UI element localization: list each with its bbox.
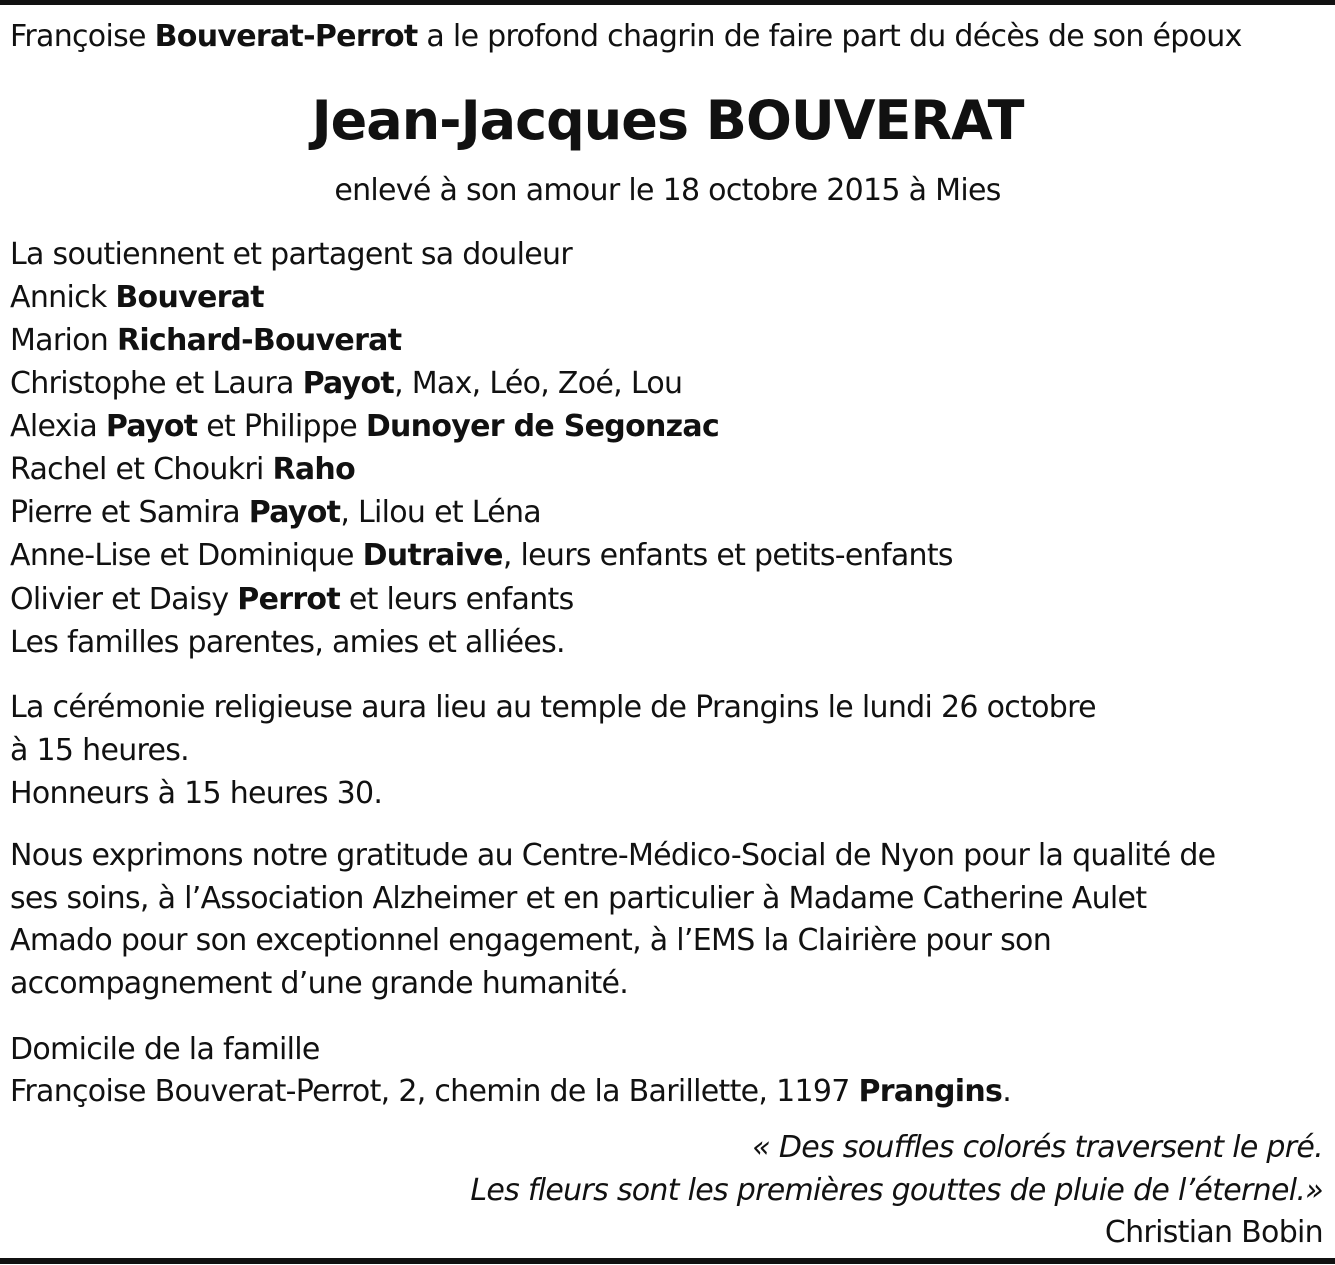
mourner-line: Alexia Payot et Philippe Dunoyer de Segonzac <box>10 409 720 444</box>
ceremony-line: à 15 heures. <box>10 733 190 768</box>
quote-line: « Des souffles colorés traversent le pré. <box>752 1130 1323 1165</box>
mourner-line: Marion Richard-Bouverat <box>10 323 402 358</box>
gratitude-line: ses soins, à l’Association Alzheimer et en particulier à Madame Catherine Aulet <box>10 881 1147 916</box>
deceased-subtitle: enlevé à son amour le 18 octobre 2015 à Mies <box>334 173 1001 208</box>
mourners-intro: La soutiennent et partagent sa douleur <box>10 237 572 272</box>
ceremony-line: Honneurs à 15 heures 30. <box>10 776 383 811</box>
mourner-line: Pierre et Samira Payot, Lilou et Léna <box>10 495 541 530</box>
mourner-line: Rachel et Choukri Raho <box>10 452 355 487</box>
quote-author: Christian Bobin <box>1104 1215 1323 1250</box>
ceremony-line: La cérémonie religieuse aura lieu au temple de Prangins le lundi 26 octobre <box>10 690 1096 725</box>
gratitude-line: accompagnement d’une grande humanité. <box>10 966 629 1001</box>
quote-line: Les fleurs sont les premières gouttes de pluie de l’éternel.» <box>470 1173 1323 1208</box>
mourners-closing: Les familles parentes, amies et alliées. <box>10 625 565 660</box>
mourner-line: Anne-Lise et Dominique Dutraive, leurs enfants et petits-enfants <box>10 538 953 573</box>
domicile-label: Domicile de la famille <box>10 1032 320 1067</box>
domicile-address: Françoise Bouverat-Perrot, 2, chemin de la Barillette, 1197 Prangins. <box>10 1074 1012 1109</box>
gratitude-line: Amado pour son exceptionnel engagement, à l’EMS la Clairière pour son <box>10 923 1052 958</box>
bottom-rule <box>0 1258 1335 1264</box>
mourner-line: Christophe et Laura Payot, Max, Léo, Zoé, Lou <box>10 366 683 401</box>
top-rule <box>0 0 1335 5</box>
mourner-line: Annick Bouverat <box>10 280 264 315</box>
gratitude-line: Nous exprimons notre gratitude au Centre-Médico-Social de Nyon pour la qualité de <box>10 838 1216 873</box>
deceased-name: Jean-Jacques BOUVERAT <box>311 89 1024 152</box>
mourner-line: Olivier et Daisy Perrot et leurs enfants <box>10 582 574 617</box>
announcement-line: Françoise Bouverat-Perrot a le profond chagrin de faire part du décès de son époux <box>10 19 1242 54</box>
